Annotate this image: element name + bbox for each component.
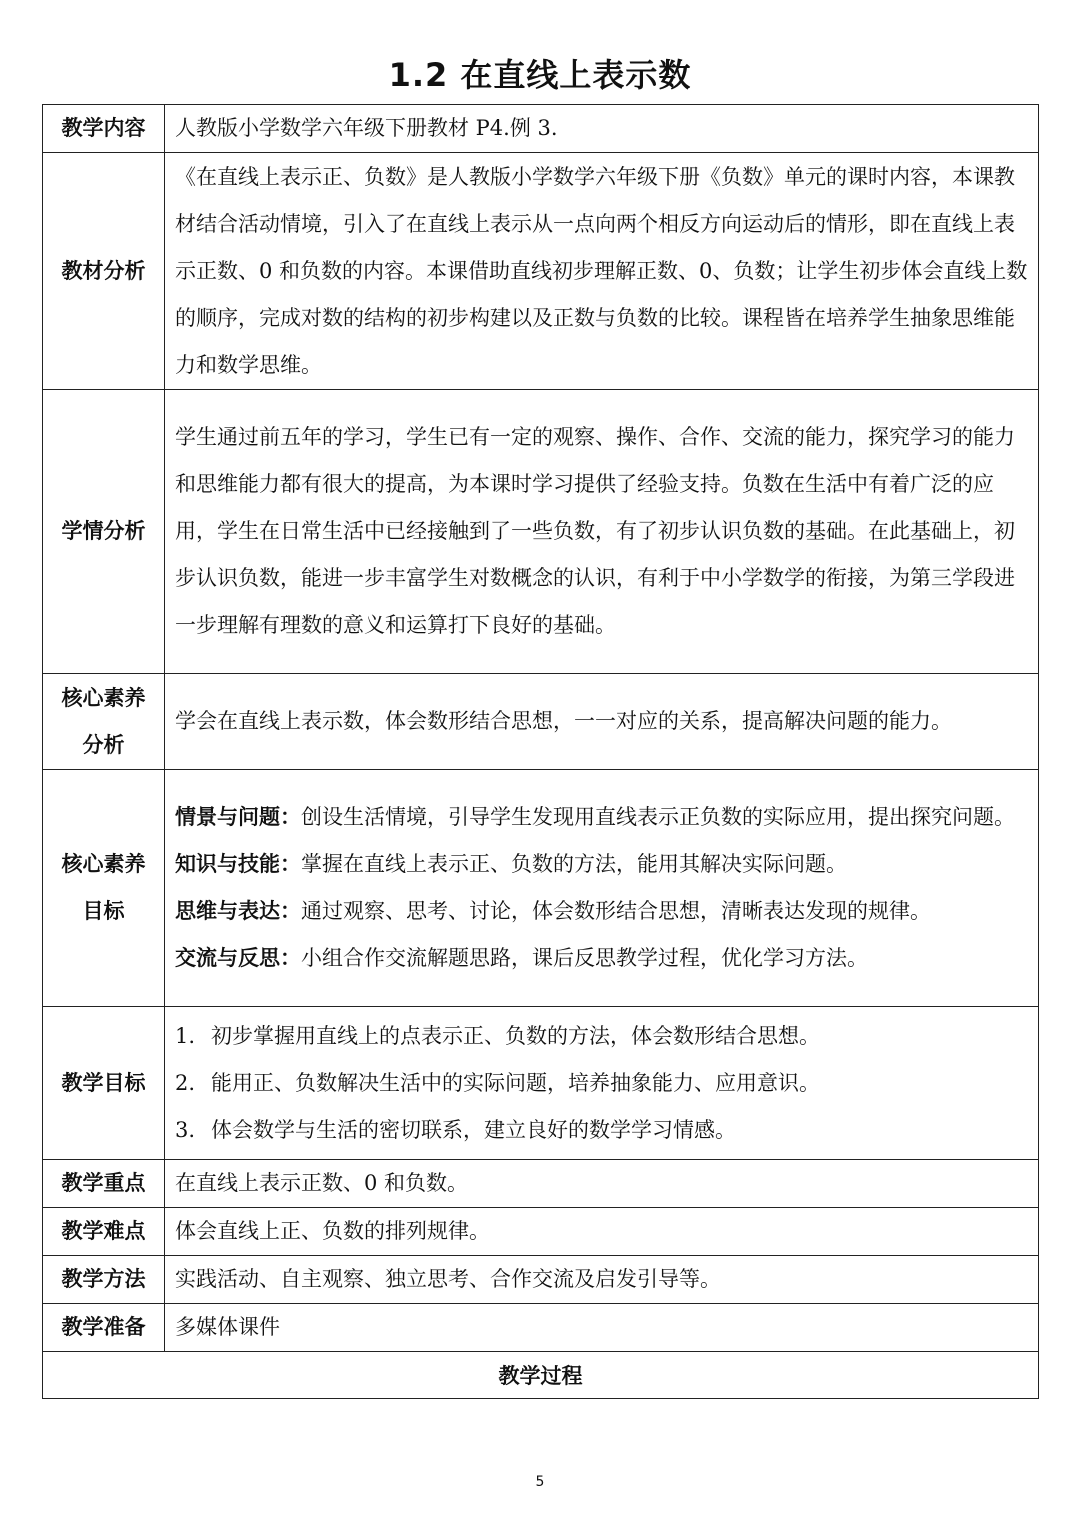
list-item [175, 1013, 1028, 1060]
goal-tag: 知识与技能： [175, 852, 301, 876]
row-teaching-method [43, 1256, 1039, 1304]
label-teaching-content: 教学内容 [43, 105, 165, 153]
row-core-literacy-analysis [43, 674, 1039, 770]
row-core-literacy-goals [43, 770, 1039, 1007]
goal-item [175, 841, 1028, 888]
label-core-literacy-goals [43, 770, 165, 1007]
objectives-list [175, 1013, 1028, 1154]
label-key-point: 教学重点 [43, 1160, 165, 1208]
teaching-process-header: 教学过程 [43, 1352, 1039, 1399]
page-title: 1.2 在直线上表示数 [388, 56, 692, 94]
row-material-analysis [43, 153, 1039, 390]
value-key-point: 在直线上表示正数、0 和负数。 [165, 1160, 1039, 1208]
goal-tag: 交流与反思： [175, 946, 301, 970]
goal-text: 创设生活情境，引导学生发现用直线表示正负数的实际应用，提出探究问题。 [301, 805, 1015, 829]
list-item [175, 1107, 1028, 1154]
item-number: 1. [175, 1023, 196, 1048]
label-teaching-method: 教学方法 [43, 1256, 165, 1304]
value-difficulty: 体会直线上正、负数的排列规律。 [165, 1208, 1039, 1256]
value-teaching-content: 人教版小学数学六年级下册教材 P4.例 3. [165, 105, 1039, 153]
row-preparation [43, 1304, 1039, 1352]
label-material-analysis: 教材分析 [43, 153, 165, 390]
goal-item [175, 888, 1028, 935]
goal-text: 小组合作交流解题思路，课后反思教学过程，优化学习方法。 [301, 946, 868, 970]
lesson-plan-table [42, 104, 1039, 1399]
label-preparation: 教学准备 [43, 1304, 165, 1352]
value-preparation: 多媒体课件 [165, 1304, 1039, 1352]
goal-text: 掌握在直线上表示正、负数的方法，能用其解决实际问题。 [301, 852, 847, 876]
label-teaching-objectives: 教学目标 [43, 1007, 165, 1160]
row-key-point [43, 1160, 1039, 1208]
label-line-1: 核心素养 [61, 852, 146, 876]
row-teaching-content [43, 105, 1039, 153]
label-line-2: 分析 [82, 732, 125, 757]
row-teaching-process [43, 1352, 1039, 1399]
item-number: 2. [175, 1070, 196, 1095]
value-learner-analysis: 学生通过前五年的学习，学生已有一定的观察、操作、合作、交流的能力，探究学习的能力和思维能力都有很大的提高，为本课时学习提供了经验支持。负数在生活中有着广泛的应用，学生在日常生活中已经接触到了一些负数，有了初步认识负数的基础。在此基础上，初步认识负数，能进一步丰富学生对数概念的认识，有利于中小学数学的衔接，为第三学段进一步理解有理数的意义和运算打下良好的基础。 [165, 390, 1039, 674]
item-text: 体会数学与生活的密切联系，建立良好的数学学习情感。 [211, 1117, 736, 1142]
item-text: 初步掌握用直线上的点表示正、负数的方法，体会数形结合思想。 [211, 1023, 820, 1048]
goal-item [175, 935, 1028, 982]
goal-tag: 思维与表达： [175, 899, 301, 923]
goal-text: 通过观察、思考、讨论，体会数形结合思想，清晰表达发现的规律。 [301, 899, 931, 923]
label-difficulty: 教学难点 [43, 1208, 165, 1256]
row-difficulty [43, 1208, 1039, 1256]
label-learner-analysis: 学情分析 [43, 390, 165, 674]
goal-item [175, 794, 1028, 841]
label-line-2: 目标 [82, 899, 125, 923]
value-core-literacy-goals [165, 770, 1039, 1007]
item-text: 能用正、负数解决生活中的实际问题，培养抽象能力、应用意识。 [211, 1070, 820, 1095]
label-line-1: 核心素养 [61, 685, 146, 710]
item-number: 3. [175, 1117, 196, 1142]
value-material-analysis: 《在直线上表示正、负数》是人教版小学数学六年级下册《负数》单元的课时内容，本课教材结合活动情境，引入了在直线上表示从一点向两个相反方向运动后的情形，即在直线上表示正数、0 和负数的内容。本课借助直线初步理解正数、0、负数；让学生初步体会直线上数的顺序，完成对数的结构的初步构建以及正数与负数的比较。课程皆在培养学生抽象思维能力和数学思维。 [165, 153, 1039, 390]
row-learner-analysis [43, 390, 1039, 674]
row-teaching-objectives [43, 1007, 1039, 1160]
goal-tag: 情景与问题： [175, 805, 301, 829]
value-core-literacy-analysis: 学会在直线上表示数，体会数形结合思想，一一对应的关系，提高解决问题的能力。 [165, 674, 1039, 770]
value-teaching-objectives [165, 1007, 1039, 1160]
list-item [175, 1060, 1028, 1107]
page-number: 5 [535, 1474, 545, 1490]
value-teaching-method: 实践活动、自主观察、独立思考、合作交流及启发引导等。 [165, 1256, 1039, 1304]
label-core-literacy-analysis [43, 674, 165, 770]
